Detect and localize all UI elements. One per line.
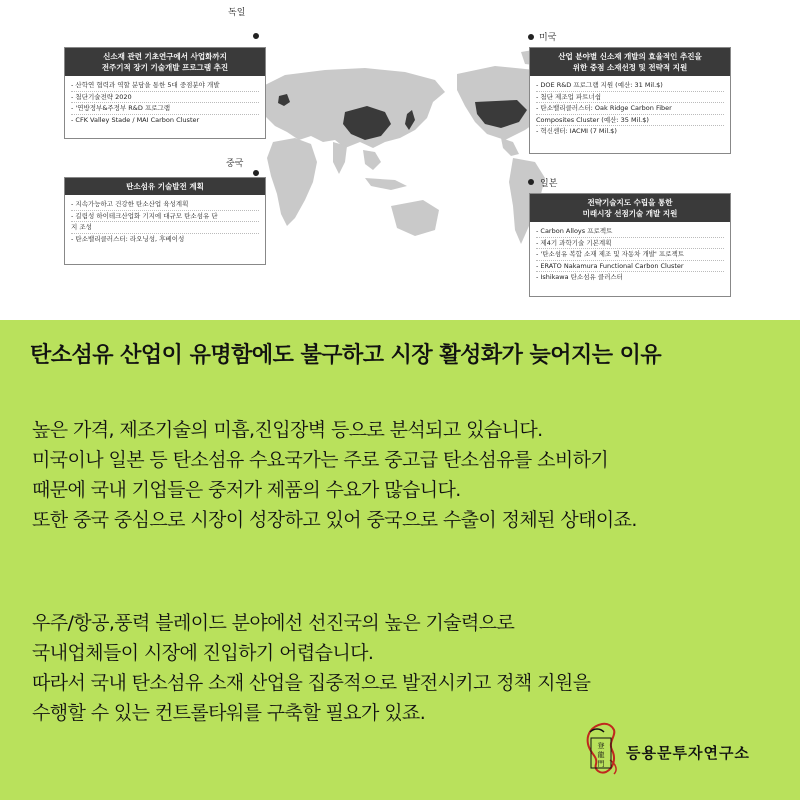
japan-label: 일본 (540, 179, 558, 189)
text-line: 때문에 국내 기업들은 중저가 제품의 수요가 많습니다. (32, 479, 461, 501)
text-line: 높은 가격, 제조기술의 미흡,진입장벽 등으로 분석되고 있습니다. (32, 419, 543, 441)
brand-name: 등용문투자연구소 (626, 744, 750, 762)
list-item: - 탄소밸리클러스터: 라오닝성, 후베이성 (71, 234, 185, 243)
infographic-panel (0, 0, 800, 320)
list-item: - 길림성 하이테크산업화 기지에 대규모 탄소섬유 단 (71, 211, 259, 223)
list-item: - '연방정부&주정부 R&D 프로그램 (71, 103, 259, 115)
china-policy-box (64, 177, 266, 265)
china-pin (253, 170, 259, 176)
japan-box-title: 전략기술지도 수립을 통한 미래시장 선점기술 개발 지원 (530, 194, 730, 222)
logo-mark-char-3: 門 (597, 760, 605, 768)
list-item: - 지속가능하고 건강한 탄소산업 육성계획 (71, 199, 259, 211)
china-label: 중국 (226, 159, 244, 169)
list-item: - DOE R&D 프로그램 지원 (예산: 31 Mil.$) (536, 80, 724, 92)
list-item: - 제4기 과학기술 기본계획 (536, 238, 724, 250)
list-item: - 산학연 협력과 역할 분담을 통한 5대 중점분야 개발 (71, 80, 259, 92)
usa-policy-box (529, 47, 731, 154)
seasia-landmass (363, 150, 381, 170)
text-line: 우주/항공,풍력 블레이드 분야에선 선진국의 높은 기술력으로 (32, 612, 515, 634)
germany-policy-box (64, 47, 266, 139)
usa-box-title: 산업 분야별 신소재 개발의 효율적인 추진을 위한 중점 소재선정 및 전략적 지원 (530, 48, 730, 76)
list-item: - 첨단 제조업 파트너쉽 (536, 92, 724, 104)
eurasia-landmass (255, 68, 445, 148)
australia-landmass (391, 200, 439, 236)
paragraph-2 (32, 608, 590, 728)
usa-label: 미국 (539, 33, 557, 43)
dragon-icon (580, 720, 624, 776)
india-landmass (333, 142, 347, 174)
list-item: - 혁신센터: IACMI (7 Mil.$) (536, 127, 617, 135)
china-box-title: 탄소섬유 기술발전 계획 (65, 178, 265, 195)
list-item: - 탄소밸리클러스터: Oak Ridge Carbon Fiber (536, 103, 724, 115)
africa-landmass (267, 138, 317, 226)
list-item: Composites Cluster (예산: 35 Mil.$) (536, 115, 724, 127)
list-item: - ERATO Nakamura Functional Carbon Cluster (536, 261, 724, 273)
germany-pin (253, 33, 259, 39)
indonesia-landmass (365, 178, 407, 190)
list-item: 지 조성 (71, 222, 259, 234)
germany-label: 독일 (228, 8, 246, 18)
text-line: 국내업체들이 시장에 진입하기 어렵습니다. (32, 642, 374, 664)
logo-mark-char-2: 龍 (597, 751, 605, 759)
text-line: 또한 중국 중심으로 시장이 성장하고 있어 중국으로 수출이 정체된 상태이죠. (32, 509, 637, 531)
brand-logo (580, 720, 780, 780)
germany-box-title: 신소재 관련 기초연구에서 사업화까지 전주기적 장기 기술개발 프로그램 추진 (65, 48, 265, 76)
text-line: 수행할 수 있는 컨트롤타워를 구축할 필요가 있죠. (32, 702, 426, 724)
central-america-landmass (501, 138, 519, 156)
list-item: - Ishikawa 탄소섬유 클러스터 (536, 273, 623, 281)
list-item: - '탄소섬유 복합 소재 제조 및 자동차 개발' 프로젝트 (536, 249, 724, 261)
japan-policy-box (529, 193, 731, 297)
text-panel (0, 320, 800, 800)
list-item: - CFK Valley Stade / MAI Carbon Cluster (71, 115, 200, 124)
paragraph-1 (32, 415, 637, 535)
text-line: 미국이나 일본 등 탄소섬유 수요국가는 주로 중고급 탄소섬유를 소비하기 (32, 449, 609, 471)
list-item: - Carbon Alloys 프로젝트 (536, 226, 724, 238)
usa-pin (528, 34, 534, 40)
logo-mark-char-1: 登 (597, 742, 605, 750)
headline: 탄소섬유 산업이 유명함에도 불구하고 시장 활성화가 늦어지는 이유 (30, 343, 662, 368)
list-item: - 첨단기술전략 2020 (71, 92, 259, 104)
text-line: 따라서 국내 탄소섬유 소재 산업을 집중적으로 발전시키고 정책 지원을 (32, 672, 591, 694)
japan-pin (528, 179, 534, 185)
